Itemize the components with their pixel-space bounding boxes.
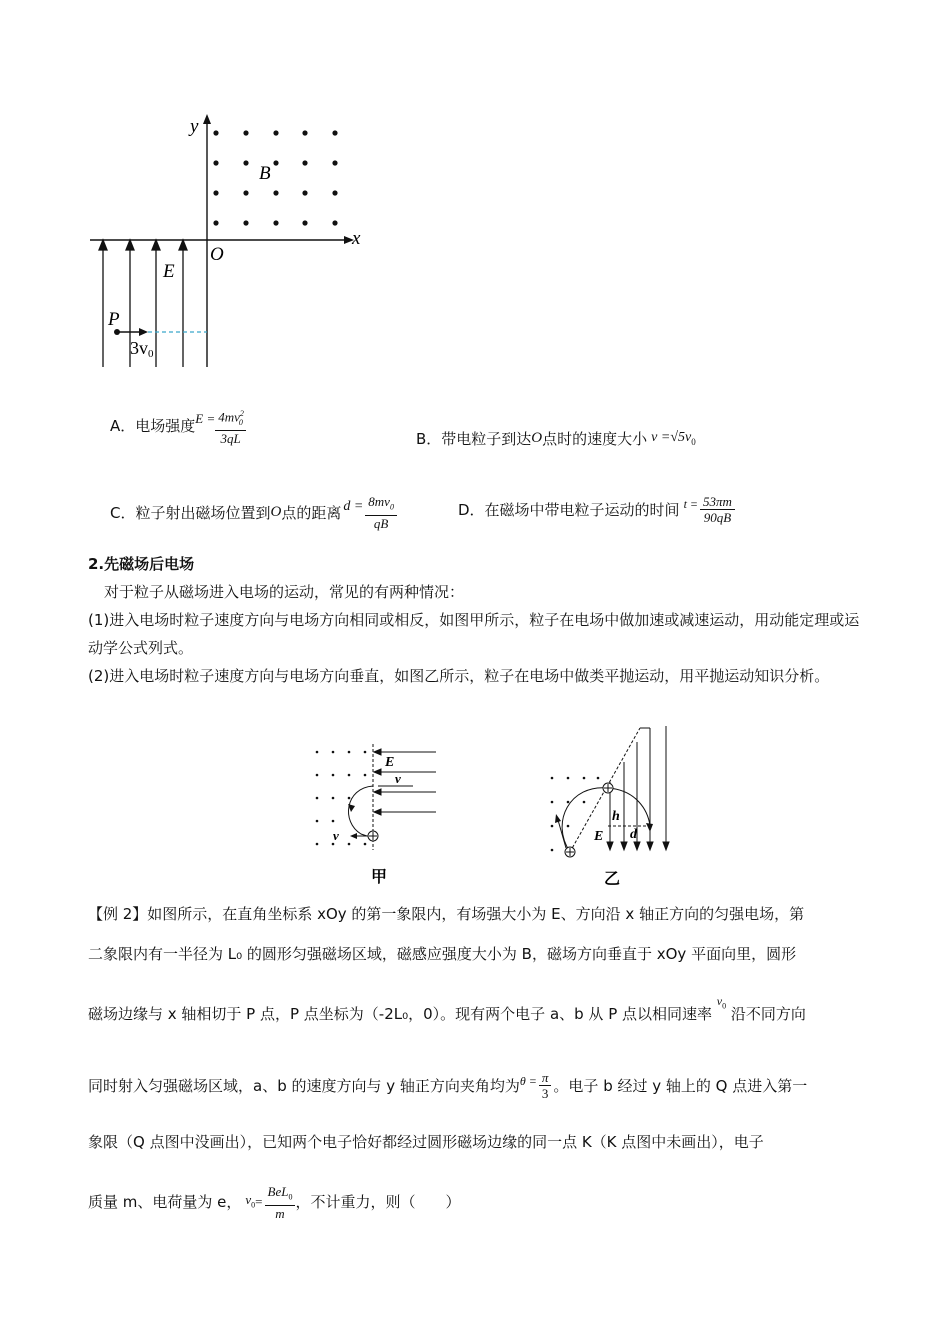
- option-a-label: A．电场强度: [110, 417, 196, 436]
- jia-e-label: E: [385, 755, 395, 770]
- v0-fraction: $\frac{BeL_0}{m}$: [265, 1184, 296, 1221]
- figure-jia: [305, 742, 445, 890]
- figure-yi: [540, 722, 690, 890]
- field-diagram: [86, 112, 376, 374]
- magnetic-field-dots: [213, 130, 337, 225]
- yi-traj-arrow-icon: [646, 823, 653, 832]
- y-axis-arrow-icon: [203, 114, 211, 124]
- section-heading: 2.先磁场后电场: [88, 555, 195, 573]
- theta-fraction: $\frac{\pi}{3}$: [539, 1070, 552, 1101]
- example-line-4: 同时射入匀强磁场区域，a、b 的速度方向与 y 轴正方向夹角均为 θ = $\frac{\pi}{3}$ 。电子 b 经过 y 轴上的 Q 点进入第一: [88, 1070, 808, 1101]
- y-axis-label: y: [190, 116, 199, 137]
- option-b-label-end: 点时的速度大小: [542, 430, 648, 448]
- example-line-1: 【例 2】如图所示，在直角坐标系 xOy 的第一象限内，有场强大小为 E、方向沿 x 轴正方向的匀强电场，第: [88, 905, 805, 923]
- jia-v-bottom-label: v: [333, 828, 339, 843]
- section-intro: 对于粒子从磁场进入电场的运动，常见的有两种情况：: [104, 583, 465, 601]
- option-b: [416, 428, 696, 449]
- velocity-label: 3v0: [130, 338, 154, 360]
- option-c-fraction: $\frac{8mv_0}{qB}$: [365, 494, 397, 531]
- b-field-label: B: [259, 163, 271, 184]
- example-line-3: 磁场边缘与 x 轴相切于 P 点，P 点坐标为（-2L₀，0）。现有两个电子 a、b 从 P 点以相同速率 $^{v_0}$ 沿不同方向: [88, 994, 806, 1023]
- option-c-lhs: d =: [343, 499, 364, 515]
- e-field-label: E: [163, 261, 175, 282]
- option-a: [110, 406, 246, 446]
- option-a-fraction: $\frac{4mv^2_0}{3qL}$: [215, 406, 246, 446]
- option-d-label: D．在磁场中带电粒子运动的时间: [458, 501, 680, 519]
- yi-e-lines: [607, 726, 669, 850]
- example-line-5: 象限（Q 点图中没画出），已知两个电子恰好都经过圆形磁场边缘的同一点 K（K 点图中未画出），电子: [88, 1133, 764, 1151]
- jia-trajectory: [349, 786, 374, 836]
- jia-e-lines: [374, 749, 436, 815]
- section-case-1: (1)进入电场时粒子速度方向与电场方向相同或相反，如图甲所示，粒子在电场中做加速或减速运动，用动能定理或运动学公式列式。: [88, 611, 860, 657]
- option-b-o: O: [531, 430, 543, 446]
- option-d-lhs: t =: [683, 497, 698, 511]
- x-axis-label: x: [352, 228, 361, 249]
- section-case-2: (2)进入电场时粒子速度方向与电场方向垂直，如图乙所示，粒子在电场中做类平抛运动，用平抛运动知识分析。: [88, 667, 830, 685]
- yi-caption: 乙: [604, 869, 621, 888]
- jia-v-top-label: v: [395, 771, 401, 786]
- velocity-arrow-head-icon: [139, 328, 148, 336]
- yi-d-label: d: [630, 827, 637, 842]
- option-c-label: C．粒子射出磁场位置到: [110, 503, 271, 522]
- origin-label: O: [210, 244, 224, 265]
- option-d-fraction: $\frac{53\pi m}{90qB}$: [700, 494, 735, 525]
- yi-e-label: E: [594, 829, 604, 844]
- option-b-label: B．带电粒子到达: [416, 430, 532, 448]
- option-c: [110, 494, 397, 531]
- yi-h-label: h: [612, 809, 620, 824]
- yi-v-arrow-head-icon: [555, 814, 561, 823]
- option-c-label-end: 点的距离: [281, 503, 342, 522]
- jia-field-dots: [316, 751, 367, 846]
- option-b-expr: $v =√5v_0$: [651, 430, 696, 447]
- option-c-o: O: [270, 503, 282, 520]
- jia-caption: 甲: [371, 867, 388, 886]
- example-line-2: 二象限内有一半径为 L₀ 的圆形匀强磁场区域，磁感应强度大小为 B，磁场方向垂直于 xOy 平面向里，圆形: [88, 945, 797, 963]
- example-line-6: 质量 m、电荷量为 e， $v_0$ = $\frac{BeL_0}{m}$ ，不计重力，则（ ）: [88, 1184, 461, 1221]
- jia-v-bottom-head-icon: [350, 833, 357, 839]
- yi-field-dots: [551, 777, 600, 852]
- option-d: [458, 494, 735, 525]
- point-p-label: P: [108, 309, 120, 330]
- option-a-lhs: E =: [195, 410, 216, 426]
